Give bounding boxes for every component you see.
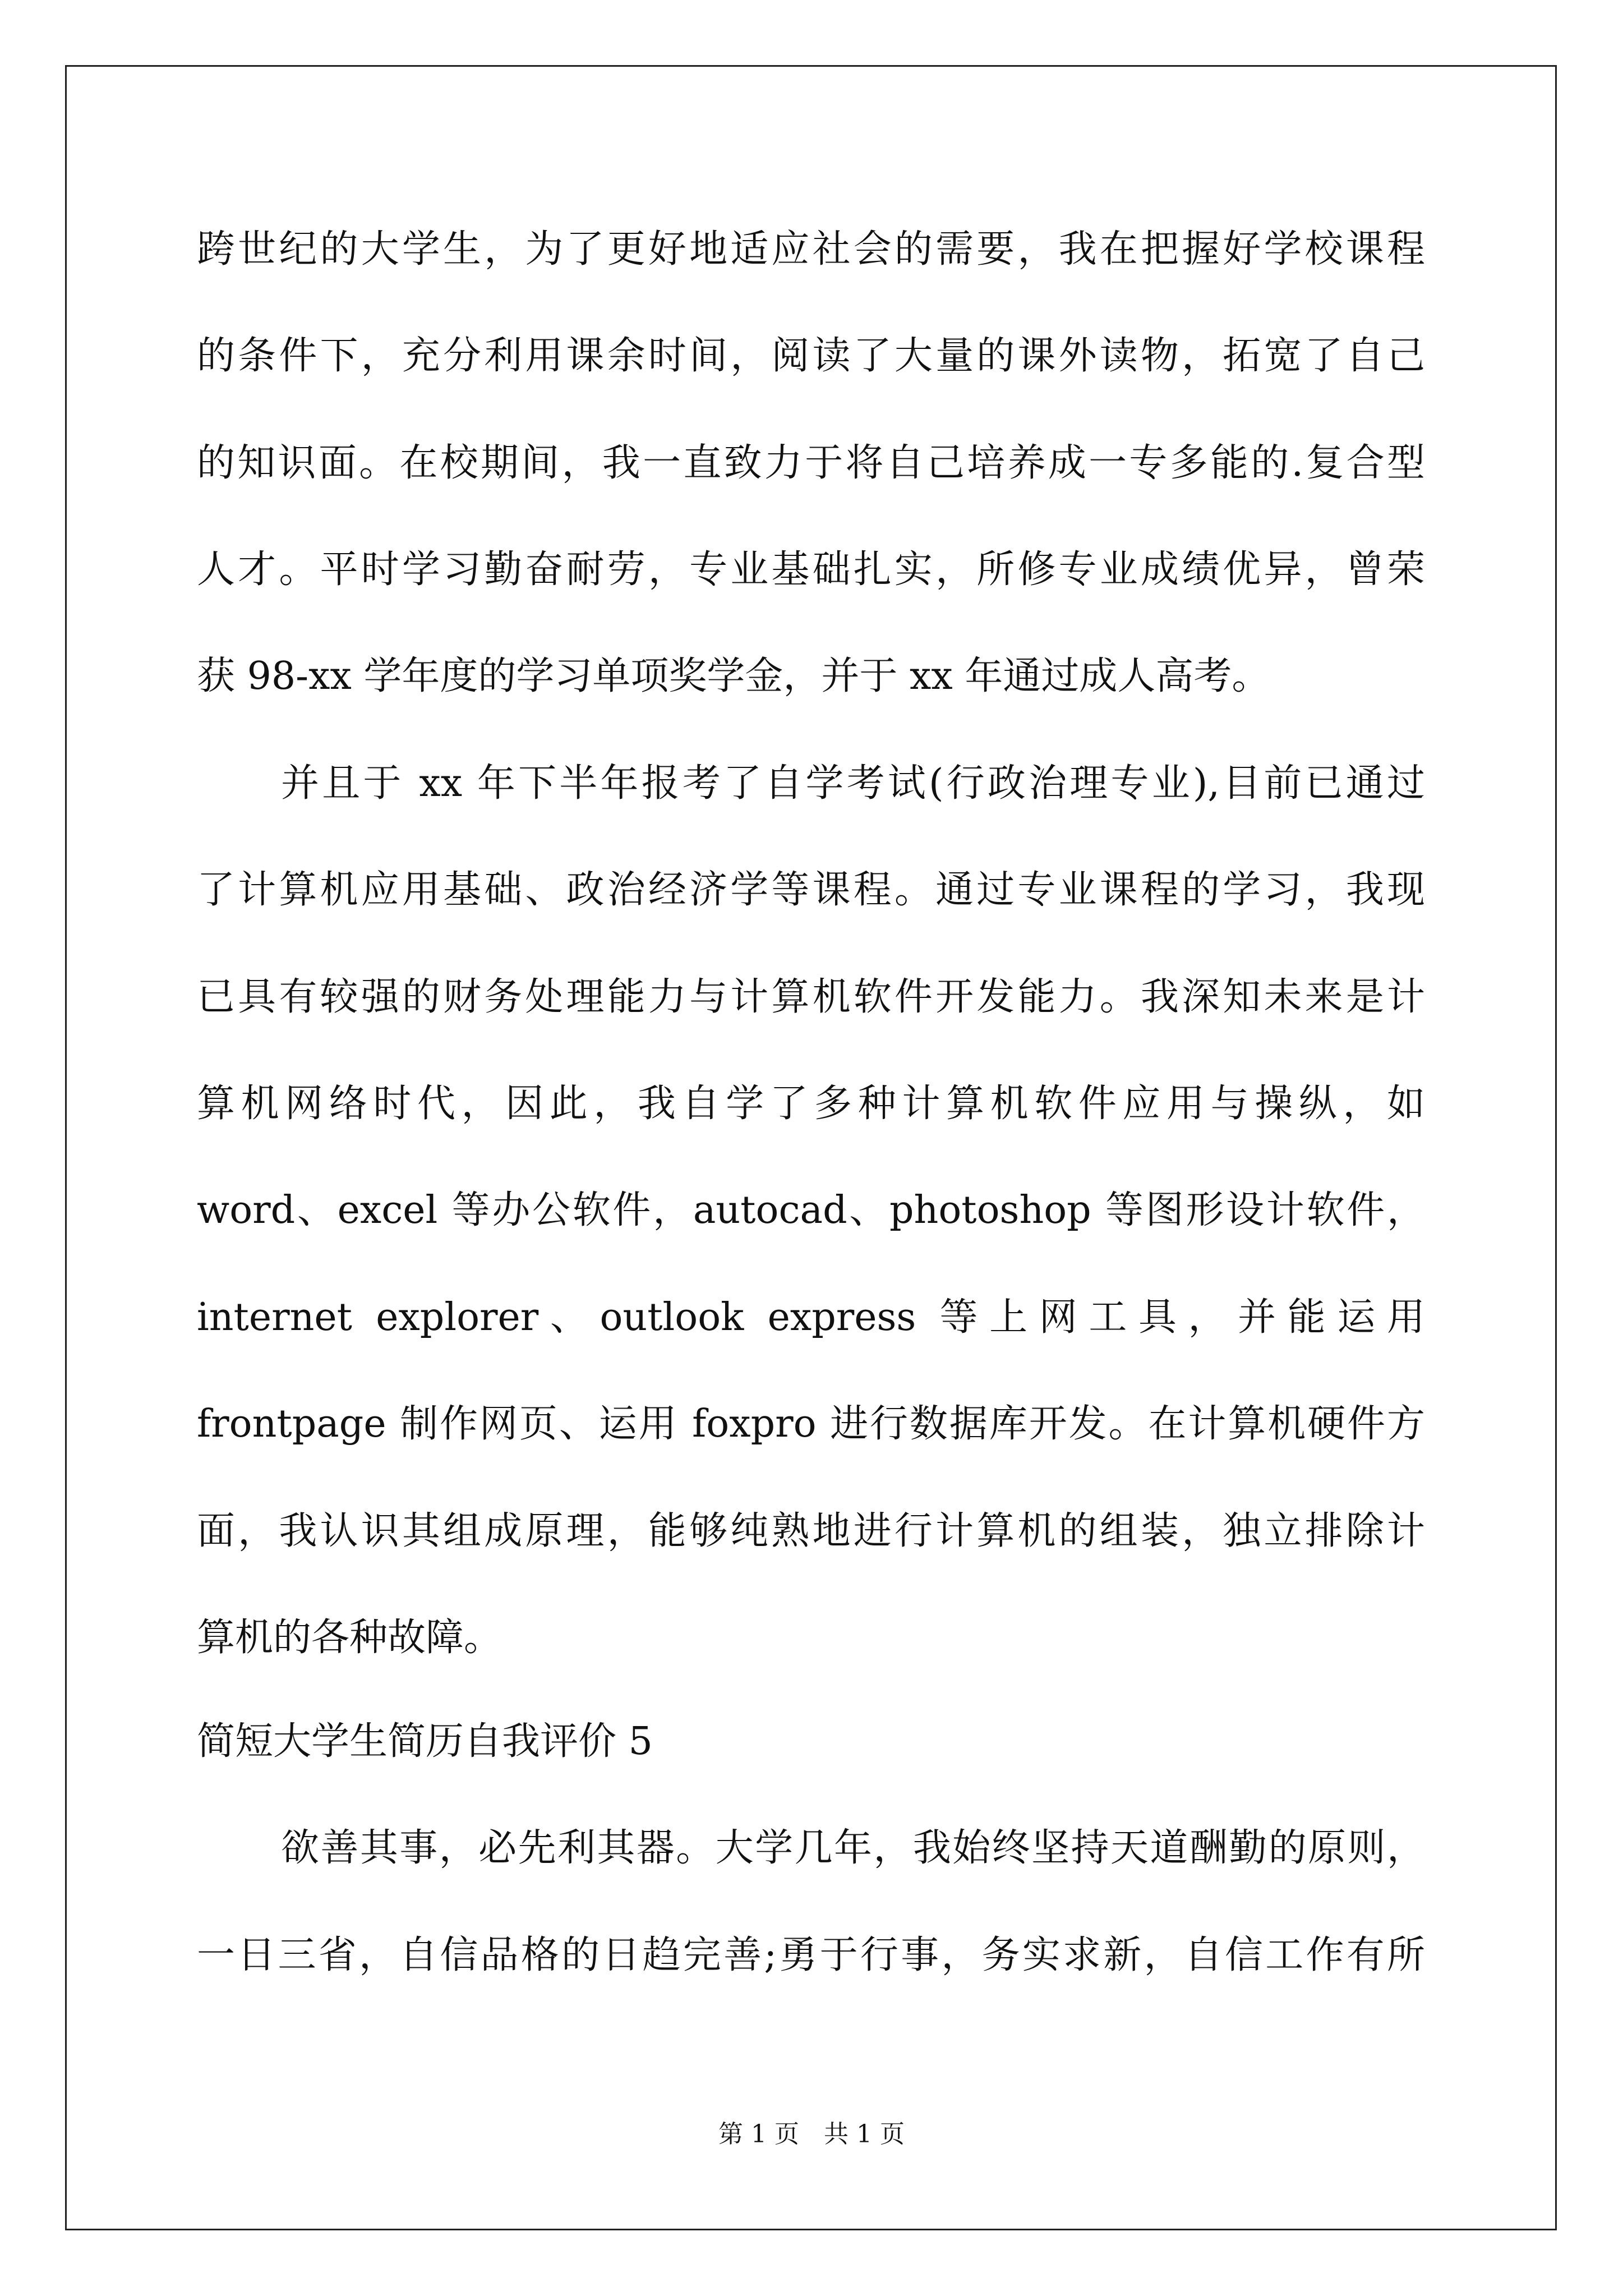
section-heading: 简短大学生简历自我评价 5 (197, 1719, 653, 1764)
paragraph-1-line-5: 获 98-xx 学年度的学习单项奖学金，并于 xx 年通过成人高考。 (197, 654, 1270, 698)
paragraph-1-line-2: 的条件下，充分利用课余时间，阅读了大量的课外读物，拓宽了自己 (197, 334, 1425, 378)
paragraph-2-line-8: 面，我认识其组成原理，能够纯熟地进行计算机的组装，独立排除计 (197, 1509, 1425, 1553)
paragraph-2-line-7: frontpage 制作网页、运用 foxpro 进行数据库开发。在计算机硬件方 (197, 1402, 1425, 1446)
paragraph-2-line-4: 算机网络时代，因此，我自学了多种计算机软件应用与操纵，如 (197, 1082, 1425, 1126)
paragraph-2-line-5: word、excel 等办公软件，autocad、photoshop 等图形设计软件， (197, 1188, 1425, 1232)
paragraph-3-line-1: 欲善其事，必先利其器。大学几年，我始终坚持天道酬勤的原则， (281, 1826, 1425, 1870)
paragraph-1-line-4: 人才。平时学习勤奋耐劳，专业基础扎实，所修专业成绩优异，曾荣 (197, 547, 1425, 592)
paragraph-2-line-3: 已具有较强的财务处理能力与计算机软件开发能力。我深知未来是计 (197, 975, 1425, 1019)
paragraph-2-line-6: internet explorer、outlook express 等上网工具，并能运用 (197, 1295, 1425, 1340)
paragraph-2-line-2: 了计算机应用基础、政治经济学等课程。通过专业课程的学习，我现 (197, 868, 1425, 912)
paragraph-2-line-9: 算机的各种故障。 (197, 1616, 502, 1660)
page-frame (65, 65, 1557, 2230)
paragraph-2-line-1: 并且于 xx 年下半年报考了自学考试(行政治理专业),目前已通过 (281, 761, 1425, 806)
paragraph-1-line-1: 跨世纪的大学生，为了更好地适应社会的需要，我在把握好学校课程 (197, 227, 1425, 272)
page-number-footer: 第 1 页 共 1 页 (718, 2120, 905, 2148)
paragraph-3-line-2: 一日三省，自信品格的日趋完善;勇于行事，务实求新，自信工作有所 (197, 1933, 1425, 1977)
paragraph-1-line-3: 的知识面。在校期间，我一直致力于将自己培养成一专多能的.复合型 (197, 441, 1425, 485)
